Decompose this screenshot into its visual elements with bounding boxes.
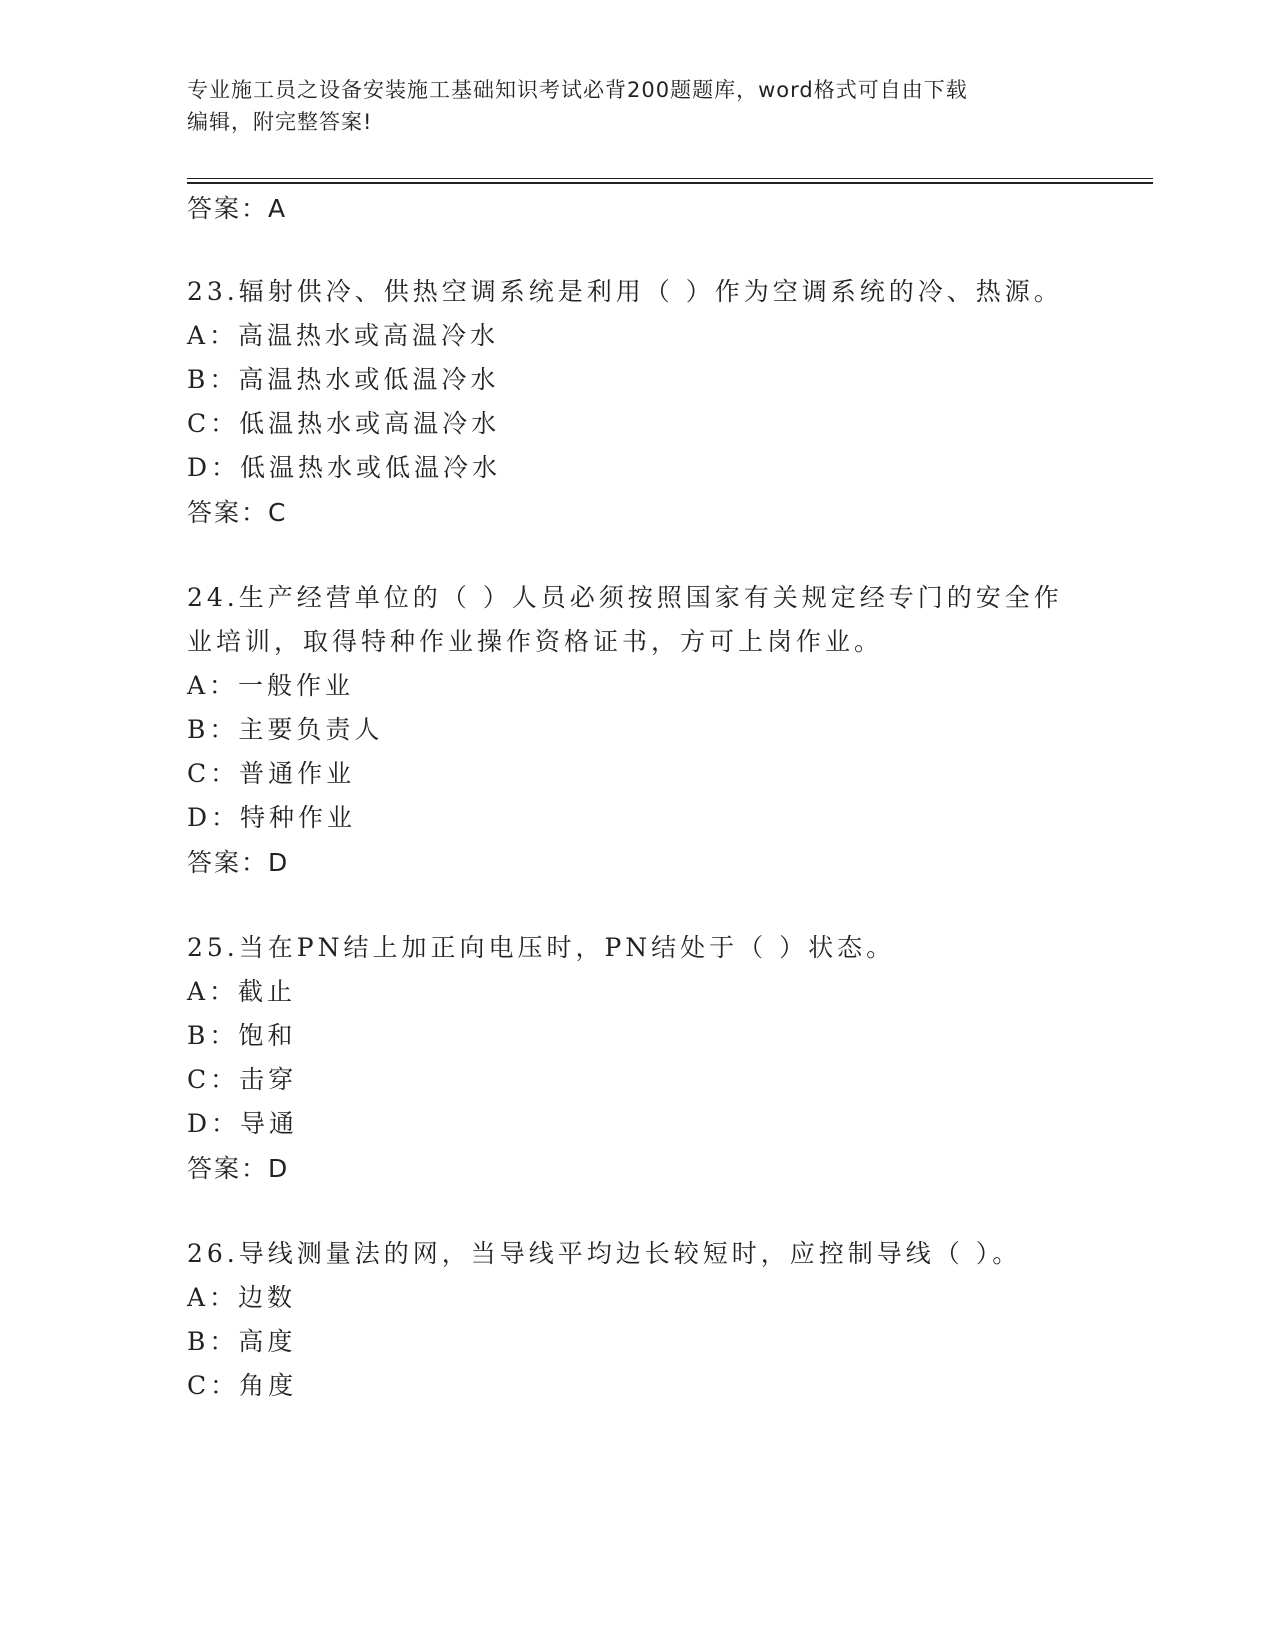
previous-answer: 答案：A <box>187 194 288 223</box>
question-24-option-c: C：普通作业 <box>187 759 356 788</box>
question-25-stem: 25.当在PN结上加正向电压时，PN结处于（ ）状态。 <box>187 933 896 962</box>
header-line-2: 编辑，附完整答案! <box>187 110 373 134</box>
question-25-option-a: A：截止 <box>187 977 297 1006</box>
question-24-option-b: B：主要负责人 <box>187 715 384 744</box>
question-26-option-a: A：边数 <box>187 1283 297 1312</box>
question-24-stem-line-1: 24.生产经营单位的（ ）人员必须按照国家有关规定经专门的安全作 <box>187 583 1063 612</box>
question-23-option-d: D：低温热水或低温冷水 <box>187 453 502 482</box>
question-25-option-d: D：导通 <box>187 1109 299 1138</box>
question-23-option-b: B：高温热水或低温冷水 <box>187 365 500 394</box>
question-23-option-a: A：高温热水或高温冷水 <box>187 321 500 350</box>
question-26-option-b: B：高度 <box>187 1327 297 1356</box>
question-23-answer: 答案：C <box>187 498 288 527</box>
question-24-stem-line-2: 业培训，取得特种作业操作资格证书，方可上岗作业。 <box>187 627 884 656</box>
header-divider-thin <box>187 178 1153 179</box>
question-24-option-d: D：特种作业 <box>187 803 357 832</box>
header-divider-thick <box>187 182 1153 184</box>
question-24-option-a: A：一般作业 <box>187 671 355 700</box>
header-line-1: 专业施工员之设备安装施工基础知识考试必背200题题库，word格式可自由下载 <box>187 78 968 102</box>
question-26-option-c: C：角度 <box>187 1371 298 1400</box>
question-25-option-b: B：饱和 <box>187 1021 297 1050</box>
question-25-option-c: C：击穿 <box>187 1065 298 1094</box>
question-24-answer: 答案：D <box>187 848 290 877</box>
question-23-stem: 23.辐射供冷、供热空调系统是利用（ ）作为空调系统的冷、热源。 <box>187 277 1063 306</box>
question-25-answer: 答案：D <box>187 1154 290 1183</box>
question-26-stem: 26.导线测量法的网，当导线平均边长较短时，应控制导线（ ）。 <box>187 1239 1022 1268</box>
question-23-option-c: C：低温热水或高温冷水 <box>187 409 501 438</box>
document-header <box>187 74 1087 138</box>
